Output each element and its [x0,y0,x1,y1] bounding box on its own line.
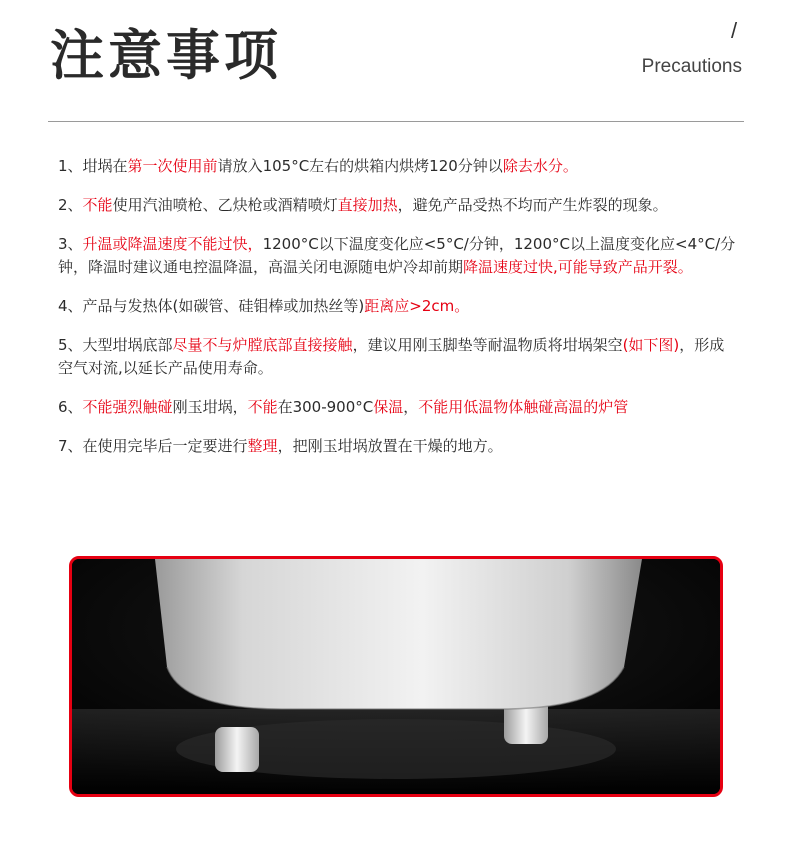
crucible-with-feet-image [72,559,720,794]
note-text: 2、 [58,196,83,214]
crucible-photo-frame [69,556,723,797]
note-text: 3、 [58,235,83,253]
highlight-text: 第一次使用前 [127,157,218,175]
note-text: 在300-900°C [277,398,374,416]
highlight-text: 距离应>2cm。 [364,297,470,315]
note-text: ，把刚玉坩埚放置在干燥的地方。 [277,437,503,455]
highlight-text: 尽量不与炉膛底部直接接触 [172,336,353,354]
highlight-text: 不能强烈触碰 [82,398,173,416]
note-text: 1、坩埚在 [58,157,128,175]
page-subtitle: Precautions [641,56,742,77]
precaution-item [58,334,736,380]
highlight-text: 保温 [373,398,404,416]
note-text: 4、产品与发热体(如碳管、硅钼棒或加热丝等) [58,297,365,315]
note-text: ，建议用刚玉脚垫等耐温物质将坩埚架空 [352,336,623,354]
precaution-item [58,396,736,419]
highlight-text: 直接加热 [337,196,398,214]
highlight-text: 不能用低温物体触碰高温的炉管 [418,398,629,416]
header-divider [48,121,744,122]
highlight-text: 降温速度过快,可能导致产品开裂。 [463,258,693,276]
precaution-item [58,295,736,318]
highlight-text: 整理 [247,437,278,455]
highlight-text: 不能 [82,196,113,214]
note-text: 1200°C以下温度变化应<5°C/分钟，1200°C以上温度变化应<4°C/分钟，降温时建议通电控温降温，高温关闭电源随电炉冷却前期 [58,235,736,276]
title-slash: / [731,18,738,43]
precautions-list [58,155,736,474]
precaution-item [58,155,736,178]
highlight-text: 升温或降温速度不能过快， [82,235,263,253]
note-text: 刚玉坩埚， [172,398,248,416]
precaution-item [58,233,736,279]
note-text: ，避免产品受热不均而产生炸裂的现象。 [397,196,668,214]
highlight-text: 不能 [247,398,278,416]
highlight-text: (如下图) [622,336,680,354]
note-text: ， [403,398,419,416]
note-text: 5、大型坩埚底部 [58,336,173,354]
precaution-item [58,435,736,458]
note-text: 6、 [58,398,83,416]
note-text: 使用汽油喷枪、乙炔枪或酒精喷灯 [112,196,338,214]
note-text: 请放入105°C左右的烘箱内烘烤120分钟以 [217,157,503,175]
highlight-text: 除去水分。 [502,157,578,175]
precaution-item [58,194,736,217]
page-title: 注意事项 [50,24,282,87]
note-text: 7、在使用完毕后一定要进行 [58,437,248,455]
note-text: ，形成空气对流,以延长产品使用寿命。 [58,336,725,377]
